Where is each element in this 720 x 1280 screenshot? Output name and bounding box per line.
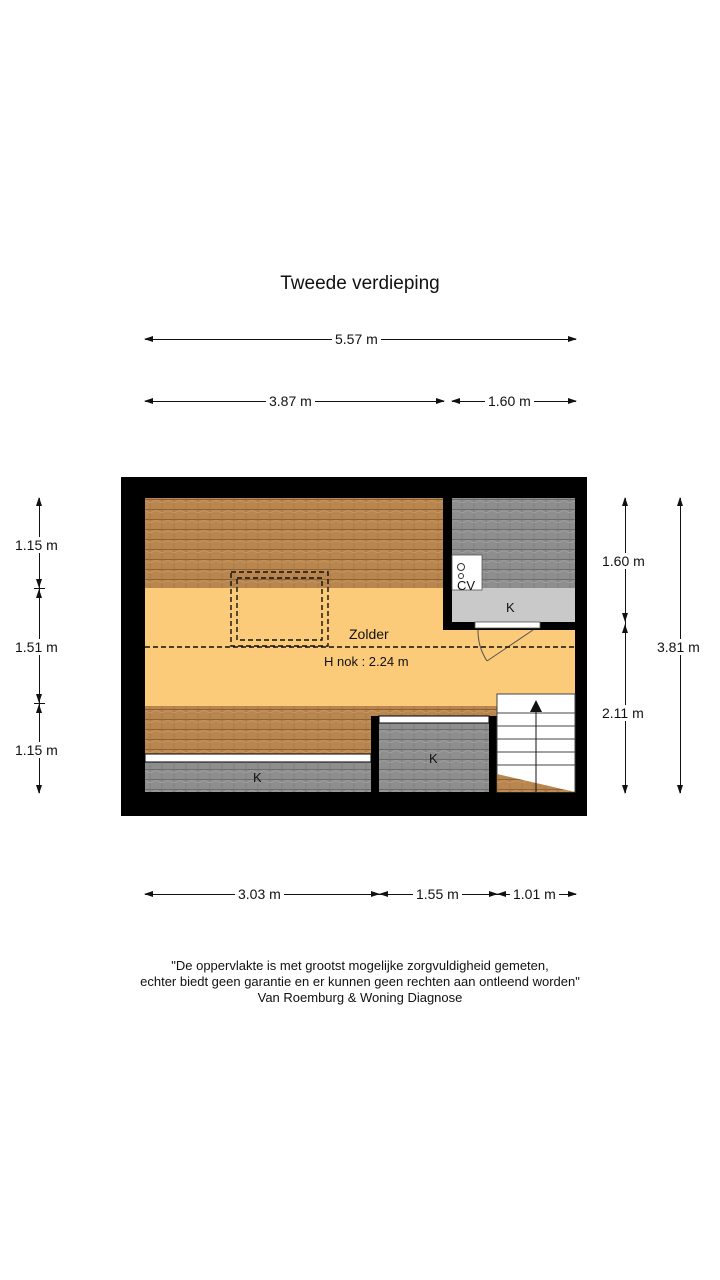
dim-bottom-middle-label: 1.55 m — [413, 886, 462, 902]
kneewall-bottom-middle — [379, 716, 489, 723]
wall-storage-bottom-middle — [371, 716, 379, 794]
dim-bottom-right-label: 1.01 m — [510, 886, 559, 902]
dim-right-total-label: 3.81 m — [654, 639, 703, 655]
dim-top-right-label: 1.60 m — [485, 393, 534, 409]
roof-slope-top — [145, 498, 443, 588]
disclaimer — [0, 958, 720, 1006]
disclaimer-line-3: Van Roemburg & Woning Diagnose — [257, 990, 463, 1005]
storage-bottom-left-label: K — [253, 770, 262, 785]
dim-left-middle-label: 1.51 m — [12, 639, 61, 655]
disclaimer-line-2: echter biedt geen garantie en er kunnen geen rechten aan ontleend worden" — [140, 974, 580, 989]
dim-top-total-label: 5.57 m — [332, 331, 381, 347]
dim-right-upper-label: 1.60 m — [599, 553, 648, 569]
ridge-height-label: H nok : 2.24 m — [324, 654, 409, 669]
dim-right-lower-label: 2.11 m — [599, 705, 647, 721]
dim-left-bottom-label: 1.15 m — [12, 742, 61, 758]
dim-left-top-label: 1.15 m — [12, 537, 61, 553]
dim-bottom-left-label: 3.03 m — [235, 886, 284, 902]
dim-top-left-label: 3.87 m — [266, 393, 315, 409]
wall-storage-bottom-middle-right — [489, 716, 497, 794]
attic-label: Zolder — [349, 626, 389, 642]
floor-title: Tweede verdieping — [280, 273, 440, 294]
boiler-label: CV — [457, 578, 476, 593]
storage-top-right-label: K — [506, 600, 515, 615]
disclaimer-line-1: "De oppervlakte is met grootst mogelijke zorgvuldigheid gemeten, — [171, 958, 549, 973]
kneewall-bottom-left — [145, 754, 371, 762]
roof-slope-bottom — [145, 706, 371, 754]
door-storage-top — [475, 622, 540, 628]
roof-slope-bottom-right — [371, 706, 497, 716]
storage-bottom-middle-label: K — [429, 751, 438, 766]
wall-storage-top-right — [540, 624, 575, 630]
